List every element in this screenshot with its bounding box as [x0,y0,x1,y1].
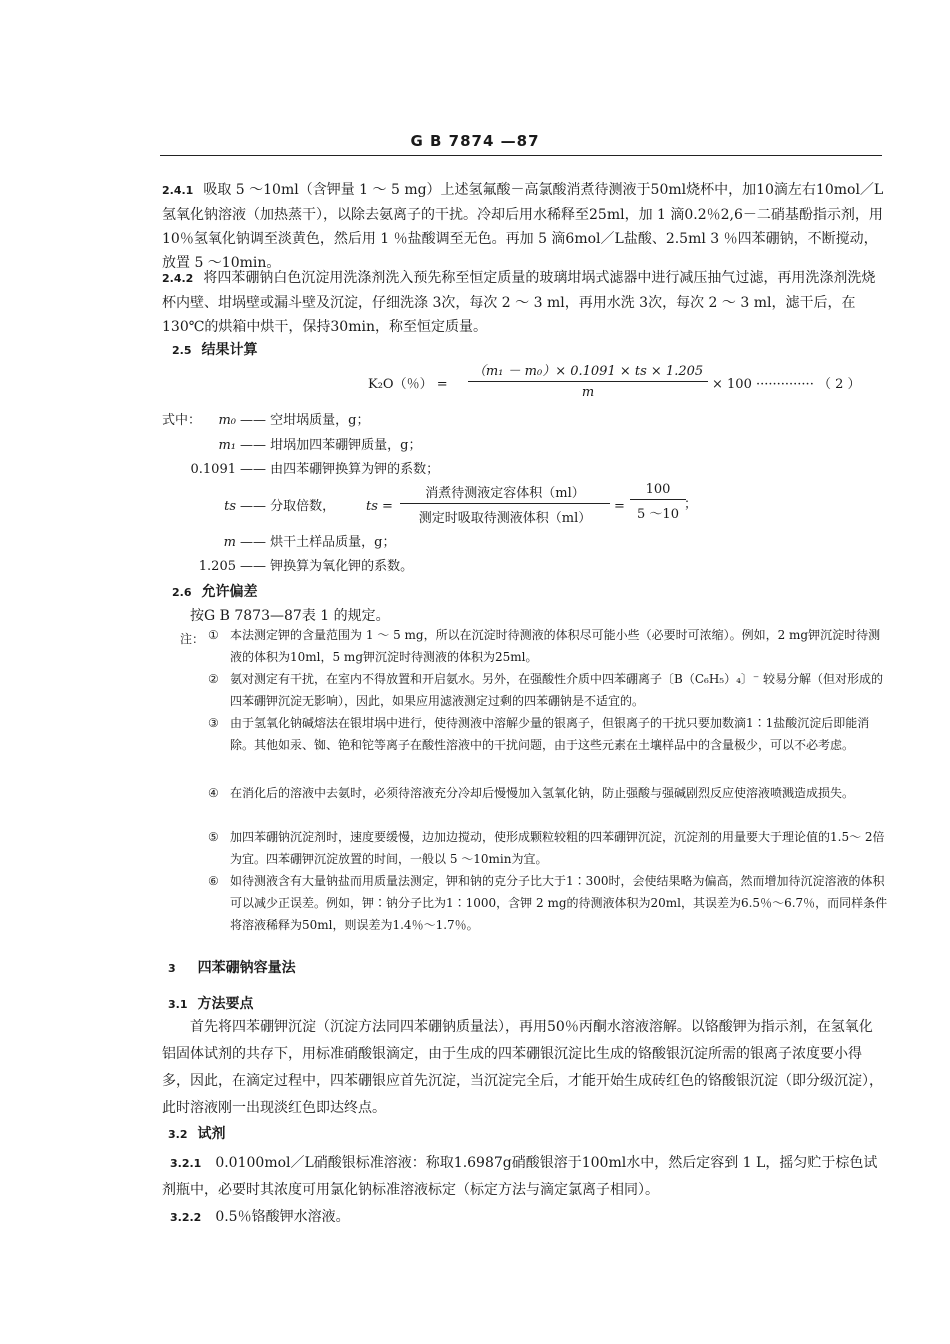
section-text: 0.0100mol／L硝酸银标准溶液：称取1.6987g硝酸银溶于100ml水中，然后定容到 1 L，摇匀贮于棕色试剂瓶中，必要时其浓度可用氯化钠标准溶液标定（标定方法与滴定氯离子相同）。 [162,1155,878,1198]
note-text: 本法测定钾的含量范围为 1 ～ 5 mg，所以在沉淀时待测液的体积尽可能小些（必要时可浓缩）。例如，2 mg钾沉淀时待测液的体积为10ml，5 mg钾沉淀时待测液的体积为25ml。 [230,628,881,664]
note-item [208,870,890,936]
note-mark: ⑥ [208,874,219,888]
section-number: 3.1 [168,998,188,1011]
def-symbol: m₁ [218,438,236,453]
section-number: 3.2 [168,1128,188,1141]
section-text: 0.5％铬酸钾水溶液。 [215,1209,350,1225]
section-number: 2.6 [172,586,192,599]
note-item [208,668,890,712]
section-title: 试剂 [197,1126,226,1142]
def-symbol: m₀ [218,413,236,428]
page-header: G B 7874 —87 [410,132,540,150]
ts-equation-label: ts = [366,499,393,514]
heading-3 [168,958,296,979]
section-2-6-text: 按G B 7873—87表 1 的规定。 [190,608,390,624]
section-number: 3 [168,962,176,975]
def-symbol: m [223,535,236,550]
note-mark: ① [208,628,219,642]
def-text: —— 空坩埚质量，g； [240,413,370,428]
section-3-2-1 [162,1150,884,1204]
section-2-4-1 [162,178,884,275]
defs-intro: 式中： [162,413,202,428]
def-symbol: ts [224,499,236,514]
def-text: —— 分取倍数， [240,499,336,514]
def-end: ； [684,497,698,512]
note-item [208,826,890,870]
formula-numerator: （m₁ － m₀）× 0.1091 × ts × 1.205 [468,360,708,382]
heading-3-2 [168,1124,226,1145]
def-text: —— 由四苯硼钾换算为钾的系数； [240,462,440,477]
notes-label: 注： [180,632,205,646]
header-rule [160,155,882,156]
def-symbol: 0.1091 [190,462,236,477]
ts-fraction-1-numerator: 消煮待测液定容体积（ml） [400,482,610,504]
equals-sign: = [614,499,625,514]
section-number: 2.4.2 [162,272,194,285]
ts-fraction-2-numerator: 100 [630,482,686,500]
ts-fraction-2 [630,482,686,522]
section-title: 方法要点 [197,996,254,1012]
section-number: 2.5 [172,344,192,357]
section-2-4-2 [162,266,884,339]
note-item [208,712,890,756]
note-text: 在消化后的溶液中去氨时，必须待溶液充分冷却后慢慢加入氢氧化钠，防止强酸与强碱剧烈反应使溶液喷溅造成损失。 [230,786,855,800]
section-3-1-text: 首先将四苯硼钾沉淀（沉淀方法同四苯硼钠质量法），再用50％丙酮水溶液溶解。以铬酸钾为指示剂，在氢氧化铝固体试剂的共存下，用标准硝酸银滴定，由于生成的四苯硼银沉淀比生成的铬酸银沉淀所需的银离子浓度要小得多，因此，在滴定过程中，四苯硼银应首先沉淀，当沉淀完全后，才能开始生成砖红色的铬酸银沉淀（即分级沉淀），此时溶液刚一出现淡红色即达终点。 [162,1019,883,1116]
formula-lhs: K₂O（％） = [368,377,448,392]
section-text: 将四苯硼钠白色沉淀用洗涤剂洗入预先称至恒定质量的玻璃坩埚式滤器中进行减压抽气过滤，再用洗涤剂洗烧杯内壁、坩埚壁或漏斗壁及沉淀，仔细洗涤 3次，每次 2 ～ 3 ml，再用水洗 3次，每次 2 ～ 3 ml，滤干后，在130℃的烘箱中烘干，保持30min，称至恒定质量。 [162,270,876,335]
note-text: 加四苯硼钠沉淀剂时，速度要缓慢，边加边搅动，使形成颗粒较粗的四苯硼钾沉淀，沉淀剂的用量要大于理论值的1.5～ 2倍为宜。四苯硼钾沉淀放置的时间，一般以 5 ～10min为宜。 [230,830,885,866]
note-mark: ② [208,672,219,686]
section-number: 3.2.2 [170,1211,202,1224]
section-title: 四苯硼钠容量法 [197,960,296,976]
ts-fraction-1 [400,482,610,526]
note-text: 由于氢氧化钠碱熔法在银坩埚中进行，使待测液中溶解少量的银离子，但银离子的干扰只要加数滴1∶1盐酸沉淀后即能消除。其他如汞、铷、铯和铊等离子在酸性溶液中的干扰问题，由于这些元素在土壤样品中的含量极少，可以不必考虑。 [230,716,870,752]
formula-denominator: m [581,385,595,400]
ts-fraction-2-denominator: 5 ～10 [637,507,679,522]
note-item [208,782,890,804]
def-symbol: 1.205 [198,559,236,574]
note-text: 如待测液含有大量钠盐而用质量法测定，钾和钠的克分子比大于1∶300时，会使结果略为偏高，然而增加待沉淀溶液的体积可以减少正误差。例如，钾∶钠分子比为1∶1000，含钾 2 mg的待测液体积为20ml，其误差为6.5％～6.7％，而同样条件将溶液稀释为50ml，则误差为1.4％～1.7％。 [230,874,888,932]
def-text: —— 钾换算为氧化钾的系数。 [240,559,414,574]
heading-2-6 [172,582,258,603]
ts-fraction-1-denominator: 测定时吸取待测液体积（ml） [418,511,592,526]
section-number: 3.2.1 [170,1157,202,1170]
formula-tail: × 100 ·············· （ 2 ） [712,377,861,392]
note-mark: ③ [208,716,219,730]
note-mark: ④ [208,786,219,800]
section-number: 2.4.1 [162,184,194,197]
section-text: 吸取 5 ～10ml（含钾量 1 ～ 5 mg）上述氢氟酸－高氯酸消煮待测液于50ml烧杯中，加10滴左右10mol／L氢氧化钠溶液（加热蒸干），以除去氨离子的干扰。冷却后用水稀释至25ml，加 1 滴0.2％2,6－二硝基酚指示剂，用10％氢氧化钠调至淡黄色，然后用 1 ％盐酸调至无色。再加 5 滴6mol／L盐酸、2.5ml 3 ％四苯硼钠，不断搅动，放置 5 ～10min。 [162,182,884,271]
section-title: 允许偏差 [201,584,258,600]
def-text: —— 烘干土样品质量，g； [240,535,396,550]
note-mark: ⑤ [208,830,219,844]
section-3-2-2 [162,1204,884,1231]
note-text: 氨对测定有干扰，在室内不得放置和开启氨水。另外，在强酸性介质中四苯硼离子〔B（C₆H₅）₄〕⁻ 较易分解（但对形成的四苯硼钾沉淀无影响），因此，如果应用滤液测定过剩的四苯硼钠是不适宜的。 [230,672,884,708]
heading-3-1 [168,994,254,1015]
heading-2-5 [172,340,258,361]
note-item [208,624,890,668]
formula-fraction [468,360,708,400]
def-text: —— 坩埚加四苯硼钾质量，g； [240,438,422,453]
section-title: 结果计算 [201,342,258,358]
